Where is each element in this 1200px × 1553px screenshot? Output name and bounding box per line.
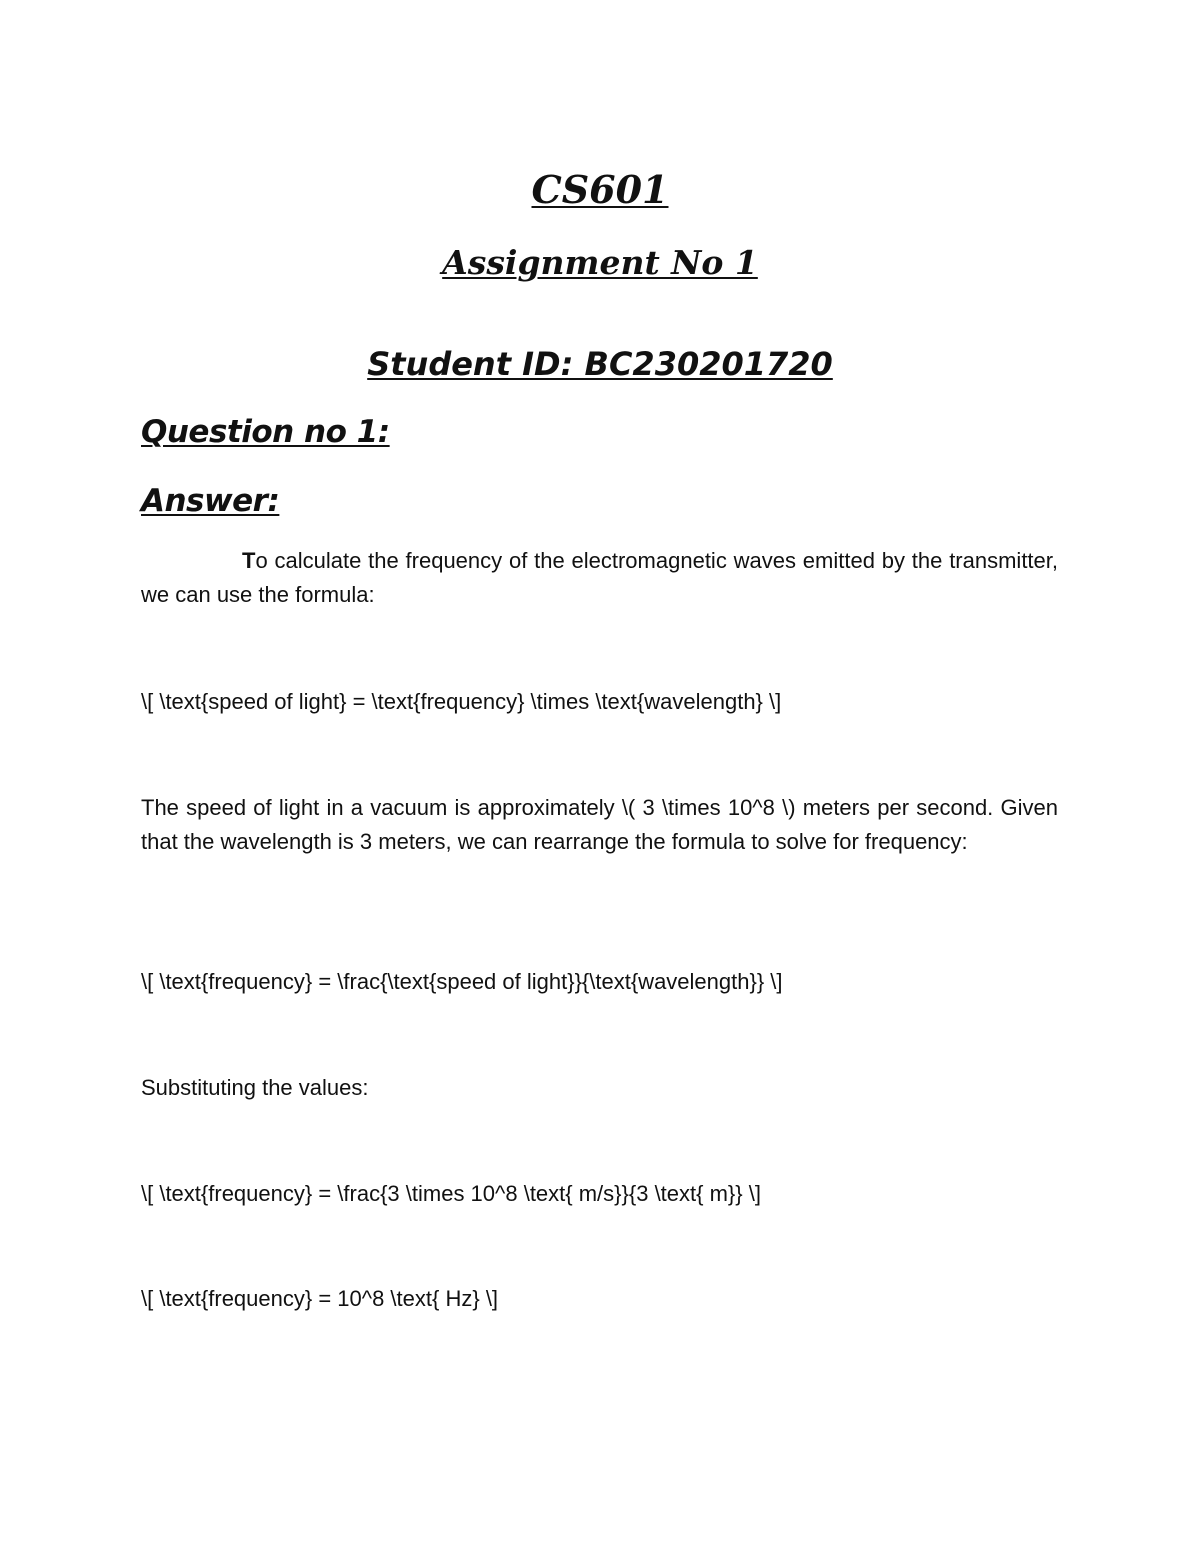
question-heading: Question no 1:	[141, 414, 390, 450]
student-id: Student ID: BC230201720	[367, 345, 833, 383]
course-title: CS601	[531, 167, 669, 212]
intro-first-letter: T	[242, 548, 256, 573]
assignment-title: Assignment No 1	[442, 243, 758, 282]
formula-frequency-fraction: \[ \text{frequency} = \frac{\text{speed of light}}{\text{wavelength}} \]	[141, 969, 783, 994]
intro-text: o calculate the frequency of the electromagnetic waves emitted by the transmitter, we can use the formula:	[141, 548, 1058, 607]
answer-heading: Answer:	[141, 483, 280, 519]
speed-paragraph: The speed of light in a vacuum is approximately \( 3 \times 10^8 \) meters per second. Given that the wavelength is 3 meters, we can rearrange the formula to solve for frequency:	[141, 795, 1058, 854]
formula-speed-of-light: \[ \text{speed of light} = \text{frequency} \times \text{wavelength} \]	[141, 689, 782, 714]
formula-substituted: \[ \text{frequency} = \frac{3 \times 10^8 \text{ m/s}}{3 \text{ m}} \]	[141, 1181, 761, 1206]
intro-paragraph	[141, 544, 1058, 612]
substituting-label: Substituting the values:	[141, 1075, 369, 1100]
formula-result: \[ \text{frequency} = 10^8 \text{ Hz} \]	[141, 1286, 499, 1311]
